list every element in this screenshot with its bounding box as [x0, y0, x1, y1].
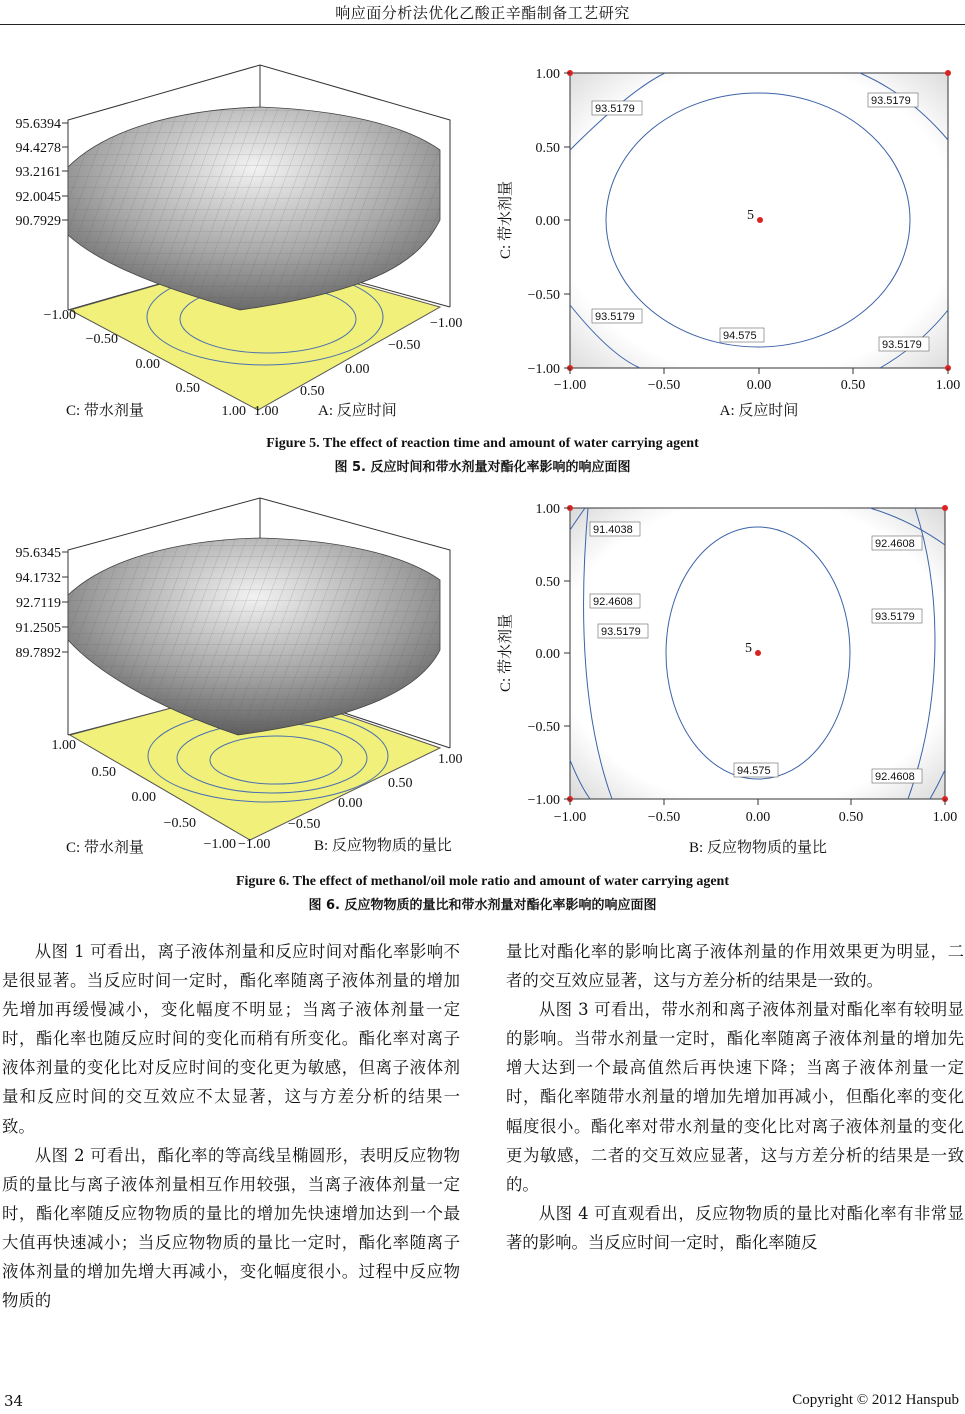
figure-6: [0, 490, 965, 865]
figure-5-y-tick: −0.50: [527, 288, 560, 303]
figure-5-z-tick: 90.7929: [15, 214, 61, 229]
copyright: Copyright © 2012 Hanspub: [792, 1392, 959, 1408]
figure-6-x-axis-label: B: 反应物物质的量比: [689, 840, 827, 856]
figure-6-b-axis-label: B: 反应物物质的量比: [314, 838, 452, 854]
svg-text:92.4608: 92.4608: [593, 596, 633, 608]
figure-6-surface-plot: [0, 490, 480, 865]
running-title: 响应面分析法优化乙酸正辛酯制备工艺研究: [335, 4, 630, 22]
figure-5-x-tick: 0.00: [746, 378, 772, 393]
paragraph: 量比对酯化率的影响比离子液体剂量的作用效果更为明显，二者的交互效应显著，这与方差分析的结果是一致的。: [506, 942, 964, 991]
paragraph: 从图 1 可看出，离子液体剂量和反应时间对酯化率影响不是很显著。当反应时间一定时，酯化率随离子液体剂量的增加先增加再缓慢减小，变化幅度不明显；当离子液体剂量一定时，酯化率也随反应时间的变化而稍有所变化。酯化率对离子液体剂量的变化比对反应时间的变化更为敏感，但离子液体剂量和反应时间的交互效应不太显著，这与方差分析的结果一致。: [2, 942, 460, 1136]
figure-6-c-tick: −0.50: [163, 816, 196, 831]
figure-5-a-tick: 0.50: [300, 384, 325, 399]
figure-6-c-tick: 0.00: [131, 790, 156, 805]
figure-5-a-tick: −0.50: [388, 338, 421, 353]
figure-5-z-tick: 92.0045: [15, 190, 61, 205]
figure-5-x-tick: −1.00: [553, 378, 587, 393]
figure-5-y-tick: −1.00: [527, 362, 560, 377]
figure-5-x-tick: 0.50: [840, 378, 866, 393]
figure-6-y-tick: −1.00: [527, 793, 560, 808]
figure-6-b-tick: −1.00: [238, 837, 271, 852]
figure-6-c-tick: 0.50: [91, 765, 116, 780]
figure-5-a-tick: 0.00: [345, 362, 370, 377]
figure-5-x-axis-label: A: 反应时间: [719, 403, 799, 419]
figure-5-c-tick: −0.50: [85, 332, 118, 347]
figure-6-y-tick: 1.00: [535, 502, 560, 517]
figure-5: [0, 55, 965, 425]
paragraph: 从图 3 可看出，带水剂和离子液体剂量对酯化率有较明显的影响。当带水剂量一定时，酯化率随离子液体剂量的增加先增大达到一个最高值然后再快速下降；当离子液体剂量一定时，酯化率随带水剂量的增加先增加再减小，但酯化率的变化幅度很小。酯化率对带水剂量的变化比对离子液体剂量的变化更为敏感，二者的交互效应显著，这与方差分析的结果是一致的。: [506, 1000, 964, 1194]
svg-text:93.5179: 93.5179: [595, 311, 635, 323]
figure-6-z-tick: 91.2505: [15, 621, 61, 636]
svg-text:92.4608: 92.4608: [875, 538, 915, 550]
figure-6-z-tick: 92.7119: [16, 596, 61, 611]
figure-6-contour-plot: [490, 490, 965, 865]
figure-5-center-label: 5: [747, 208, 754, 223]
page-number: 34: [4, 1392, 24, 1410]
figure-6-z-tick: 94.1732: [15, 571, 61, 586]
figure-5-y-tick: 0.50: [535, 141, 560, 156]
figure-5-c-tick: 0.00: [135, 357, 160, 372]
figure-5-x-tick: −0.50: [647, 378, 681, 393]
figure-5-contour-plot: [490, 55, 965, 425]
svg-text:94.575: 94.575: [737, 765, 771, 777]
figure-5-surface-plot: [0, 55, 480, 425]
svg-text:93.5179: 93.5179: [882, 339, 922, 351]
figure-5-c-tick: 1.00: [221, 404, 246, 419]
body-column-left: [2, 937, 460, 1315]
figure-5-caption-zh: 图 5. 反应时间和带水剂量对酯化率影响的响应面图: [334, 460, 631, 475]
figure-6-z-tick: 95.6345: [15, 546, 61, 561]
svg-text:91.4038: 91.4038: [593, 524, 633, 536]
svg-text:93.5179: 93.5179: [871, 95, 911, 107]
svg-text:93.5179: 93.5179: [601, 626, 641, 638]
paragraph: 从图 4 可直观看出，反应物物质的量比对酯化率有非常显著的影响。当反应时间一定时，酯化率随反: [506, 1203, 964, 1252]
figure-5-a-tick: 1.00: [254, 404, 279, 419]
figure-5-z-tick: 95.6394: [15, 117, 61, 132]
figure-6-b-tick: 1.00: [438, 752, 463, 767]
svg-text:93.5179: 93.5179: [595, 103, 635, 115]
figure-6-y-axis-label: C: 带水剂量: [498, 614, 514, 692]
figure-5-x-tick: 1.00: [935, 378, 961, 393]
figure-5-c-axis-label: C: 带水剂量: [66, 403, 144, 419]
svg-text:92.4608: 92.4608: [875, 771, 915, 783]
figure-6-x-tick: 0.00: [745, 810, 771, 825]
header-rule: [0, 24, 965, 25]
figure-6-y-tick: 0.50: [535, 575, 560, 590]
figure-5-z-tick: 93.2161: [15, 165, 61, 180]
paragraph: 从图 2 可看出，酯化率的等高线呈椭圆形，表明反应物物质的量比与离子液体剂量相互作用较强，当离子液体剂量一定时，酯化率随反应物物质的量比的增加先快速增加达到一个最大值再快速减小；当反应物物质的量比一定时，酯化率随离子液体剂量的增加先增大再减小，变化幅度很小。过程中反应物物质的: [2, 1145, 460, 1311]
figure-6-y-tick: −0.50: [527, 720, 560, 735]
figure-6-caption-zh: 图 6. 反应物物质的量比和带水剂量对酯化率影响的响应面图: [308, 898, 657, 913]
figure-6-x-tick: 1.00: [932, 810, 958, 825]
svg-text:94.575: 94.575: [723, 330, 757, 342]
figure-5-c-tick: −1.00: [43, 308, 76, 323]
figure-5-c-tick: 0.50: [175, 381, 200, 396]
figure-5-z-tick: 94.4278: [15, 141, 61, 156]
figure-6-z-tick: 89.7892: [15, 646, 61, 661]
figure-5-caption-en: Figure 5. The effect of reaction time and amount of water carrying agent: [266, 436, 699, 451]
figure-5-y-axis-label: C: 带水剂量: [498, 181, 514, 259]
svg-text:93.5179: 93.5179: [875, 611, 915, 623]
figure-5-y-tick: 1.00: [535, 67, 560, 82]
figure-6-center-label: 5: [745, 641, 752, 656]
figure-6-c-tick: −1.00: [203, 837, 236, 852]
figure-6-b-tick: 0.00: [338, 796, 363, 811]
body-column-right: [506, 937, 964, 1257]
figure-6-b-tick: 0.50: [388, 776, 413, 791]
figure-6-c-tick: 1.00: [51, 738, 76, 753]
figure-6-b-tick: −0.50: [288, 817, 321, 832]
figure-5-a-axis-label: A: 反应时间: [318, 403, 397, 419]
figure-6-caption-en: Figure 6. The effect of methanol/oil mole ratio and amount of water carrying agent: [235, 874, 730, 889]
figure-6-x-tick: −0.50: [647, 810, 681, 825]
figure-6-x-tick: 0.50: [838, 810, 864, 825]
figure-6-c-axis-label: C: 带水剂量: [66, 840, 144, 856]
figure-5-a-tick: −1.00: [430, 316, 463, 331]
figure-6-x-tick: −1.00: [553, 810, 587, 825]
figure-5-y-tick: 0.00: [535, 214, 560, 229]
figure-6-y-tick: 0.00: [535, 647, 560, 662]
